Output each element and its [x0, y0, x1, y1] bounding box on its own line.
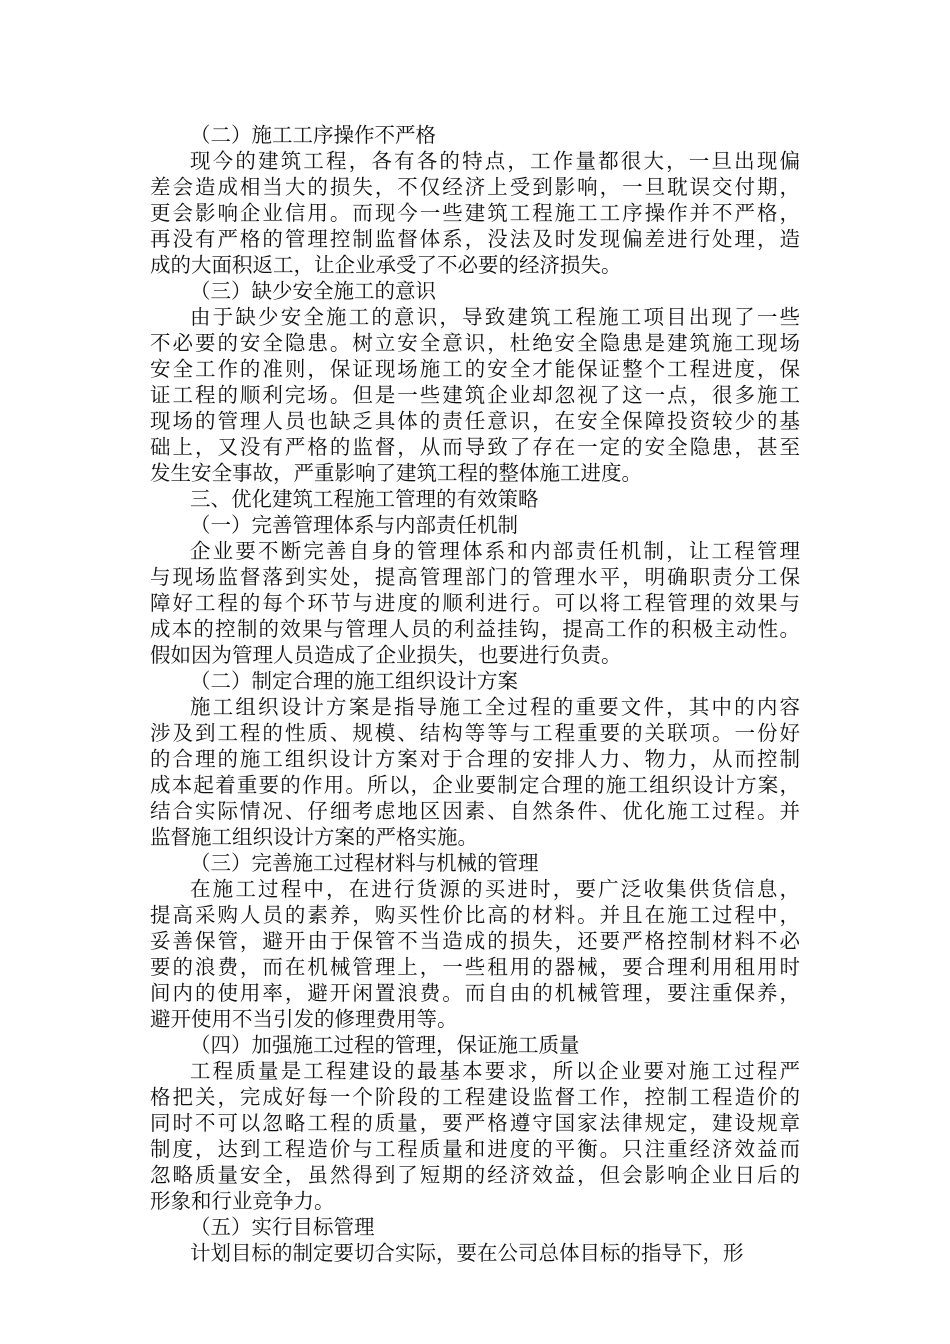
section-heading: [150, 850, 800, 876]
paragraph: [150, 1240, 800, 1266]
paragraph: [150, 694, 800, 850]
paragraph-line: 与现场监督落到实处，提高管理部门的管理水平，明确职责分工保: [150, 565, 800, 589]
paragraph-line: 现今的建筑工程，各有各的特点，工作量都很大，一旦出现偏: [190, 149, 800, 173]
paragraph-line: 发生安全事故，严重影响了建筑工程的整体施工进度。: [150, 461, 642, 485]
section-heading: [150, 1032, 800, 1058]
section-heading: [150, 512, 800, 538]
paragraph: [150, 1058, 800, 1214]
paragraph-line: 涉及到工程的性质、规模、结构等等与工程重要的关联项。一份好: [150, 721, 800, 745]
section-heading: [150, 278, 800, 304]
section-heading: [150, 122, 800, 148]
paragraph-line: 不必要的安全隐患。树立安全意识，杜绝安全隐患是建筑施工现场: [150, 331, 800, 355]
paragraph-line: 成本起着重要的作用。所以，企业要制定合理的施工组织设计方案，: [150, 773, 800, 797]
paragraph: [150, 876, 800, 1032]
paragraph-line: 成本的控制的效果与管理人员的利益挂钩，提高工作的积极主动性。: [150, 617, 800, 641]
paragraph-line: 再没有严格的管理控制监督体系，没法及时发现偏差进行处理，造: [150, 227, 800, 251]
paragraph-line: 础上，又没有严格的监督，从而导致了存在一定的安全隐患，甚至: [150, 435, 800, 459]
paragraph-line: 监督施工组织设计方案的严格实施。: [150, 825, 478, 849]
paragraph-line: 制度，达到工程造价与工程质量和进度的平衡。只注重经济效益而: [150, 1137, 800, 1161]
paragraph: [150, 538, 800, 668]
paragraph-line: 工程质量是工程建设的最基本要求，所以企业要对施工过程严: [190, 1059, 800, 1083]
heading-text: （四）加强施工过程的管理，保证施工质量: [190, 1033, 580, 1057]
heading-text: （二）制定合理的施工组织设计方案: [190, 669, 518, 693]
paragraph-line: 成的大面积返工，让企业承受了不必要的经济损失。: [150, 253, 622, 277]
paragraph-line: 企业要不断完善自身的管理体系和内部责任机制，让工程管理: [190, 539, 800, 563]
paragraph-line: 间内的使用率，避开闲置浪费。而自由的机械管理，要注重保养，: [150, 981, 800, 1005]
paragraph-line: 障好工程的每个环节与进度的顺利进行。可以将工程管理的效果与: [150, 591, 800, 615]
paragraph-line: 格把关，完成好每一个阶段的工程建设监督工作，控制工程造价的: [150, 1085, 800, 1109]
paragraph-line: 假如因为管理人员造成了企业损失，也要进行负责。: [150, 643, 622, 667]
paragraph-line: 由于缺少安全施工的意识，导致建筑工程施工项目出现了一些: [190, 305, 800, 329]
paragraph-line: 证工程的顺利完场。但是一些建筑企业却忽视了这一点，很多施工: [150, 383, 800, 407]
paragraph-line: 结合实际情况、仔细考虑地区因素、自然条件、优化施工过程。并: [150, 799, 800, 823]
paragraph-line: 避开使用不当引发的修理费用等。: [150, 1007, 458, 1031]
paragraph-line: 施工组织设计方案是指导施工全过程的重要文件，其中的内容: [190, 695, 800, 719]
paragraph: [150, 304, 800, 486]
paragraph-line: 妥善保管，避开由于保管不当造成的损失，还要严格控制材料不必: [150, 929, 800, 953]
paragraph-line: 提高采购人员的素养，购买性价比高的材料。并且在施工过程中，: [150, 903, 800, 927]
heading-text: （二）施工工序操作不严格: [190, 123, 436, 147]
heading-text: 三、优化建筑工程施工管理的有效策略: [190, 487, 539, 511]
paragraph-line: 要的浪费，而在机械管理上，一些租用的器械，要合理利用租用时: [150, 955, 800, 979]
paragraph: [150, 148, 800, 278]
heading-text: （一）完善管理体系与内部责任机制: [190, 513, 518, 537]
section-heading: [150, 486, 800, 512]
heading-text: （五）实行目标管理: [190, 1215, 375, 1239]
paragraph-line: 在施工过程中，在进行货源的买进时，要广泛收集供货信息，: [190, 877, 800, 901]
paragraph-line: 安全工作的准则，保证现场施工的安全才能保证整个工程进度，保: [150, 357, 800, 381]
heading-text: （三）缺少安全施工的意识: [190, 279, 436, 303]
paragraph-line: 同时不可以忽略工程的质量，要严格遵守国家法律规定，建设规章: [150, 1111, 800, 1135]
document-body: [150, 122, 800, 1266]
paragraph-line: 的合理的施工组织设计方案对于合理的安排人力、物力，从而控制: [150, 747, 800, 771]
paragraph-line: 更会影响企业信用。而现今一些建筑工程施工工序操作并不严格，: [150, 201, 800, 225]
paragraph-line: 差会造成相当大的损失，不仅经济上受到影响，一旦耽误交付期，: [150, 175, 800, 199]
heading-text: （三）完善施工过程材料与机械的管理: [190, 851, 539, 875]
paragraph-line: 计划目标的制定要切合实际，要在公司总体目标的指导下，形: [190, 1241, 744, 1265]
paragraph-line: 现场的管理人员也缺乏具体的责任意识，在安全保障投资较少的基: [150, 409, 800, 433]
section-heading: [150, 668, 800, 694]
paragraph-line: 忽略质量安全，虽然得到了短期的经济效益，但会影响企业日后的: [150, 1163, 800, 1187]
paragraph-line: 形象和行业竞争力。: [150, 1189, 335, 1213]
section-heading: [150, 1214, 800, 1240]
